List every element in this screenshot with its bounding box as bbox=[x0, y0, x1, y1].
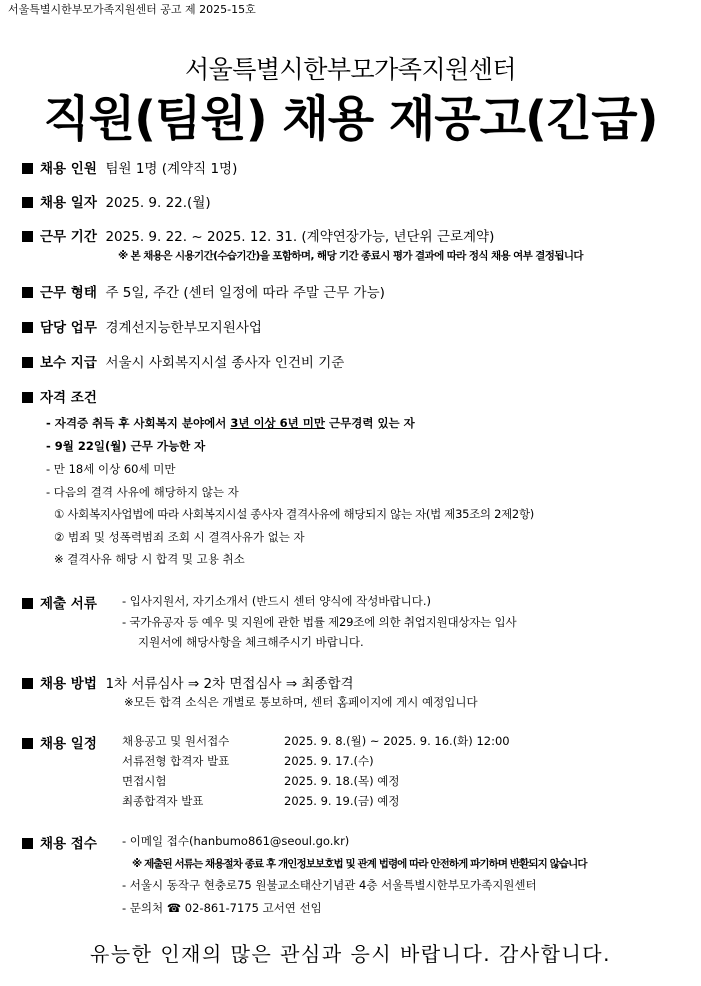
bullet-square-icon bbox=[22, 163, 33, 174]
section-label: 담당 업무 bbox=[40, 320, 97, 336]
section-salary bbox=[22, 351, 344, 371]
qualification-item: - 만 18세 이상 60세 미만 bbox=[46, 462, 176, 476]
section-label: 채용 인원 bbox=[40, 161, 97, 177]
work-period-note: ※ 본 채용은 시용기간(수습기간)을 포함하며, 해당 기간 종료시 평가 결과에 따라 정식 채용 여부 결정됩니다 bbox=[118, 250, 583, 262]
page-title: 직원(팀원) 채용 재공고(긴급) bbox=[43, 91, 658, 147]
apply-contact: - 문의처 ☎ 02-861-7175 고서연 선임 bbox=[122, 901, 322, 915]
schedule-row: 채용공고 및 원서접수 2025. 9. 8.(월) ~ 2025. 9. 16.(화) 12:00 bbox=[122, 734, 510, 748]
section-label: 채용 방법 bbox=[40, 676, 97, 692]
disqualification-item: ② 범죄 및 성폭력범죄 조회 시 결격사유가 없는 자 bbox=[54, 530, 305, 544]
section-label: 채용 접수 bbox=[40, 836, 97, 852]
section-value: 1차 서류심사 ⇒ 2차 면접심사 ⇒ 최종합격 bbox=[105, 676, 354, 692]
method-note: ※모든 합격 소식은 개별로 통보하며, 센터 홈페이지에 게시 예정입니다 bbox=[124, 695, 478, 709]
section-work-type bbox=[22, 281, 385, 301]
bullet-square-icon bbox=[22, 287, 33, 298]
bullet-square-icon bbox=[22, 197, 33, 208]
bullet-square-icon bbox=[22, 838, 33, 849]
schedule-row: 면접시험 2025. 9. 18.(목) 예정 bbox=[122, 774, 400, 788]
section-value: 경계선지능한부모지원사업 bbox=[105, 320, 262, 336]
apply-note: ※ 제출된 서류는 채용절차 종료 후 개인정보보호법 및 관계 법령에 따라 안전하게 파기하며 반환되지 않습니다 bbox=[132, 858, 587, 870]
section-work-period bbox=[22, 225, 494, 245]
section-value: 2025. 9. 22.(월) bbox=[105, 195, 211, 211]
section-documents bbox=[22, 592, 97, 612]
qualification-item: - 9월 22일(월) 근무 가능한 자 bbox=[46, 439, 206, 453]
section-label: 보수 지급 bbox=[40, 355, 97, 371]
phone-icon: ☎ bbox=[166, 901, 182, 915]
apply-email: - 이메일 접수(hanbumo861@seoul.go.kr) bbox=[122, 834, 350, 848]
notice-number: 서울특별시한부모가족지원센터 공고 제 2025-15호 bbox=[8, 3, 256, 16]
qualification-item: - 자격증 취득 후 사회복지 분야에서 3년 이상 6년 미만 근무경력 있는 자 bbox=[46, 416, 415, 430]
bullet-square-icon bbox=[22, 738, 33, 749]
section-schedule bbox=[22, 732, 97, 752]
schedule-row: 서류전형 합격자 발표 2025. 9. 17.(수) bbox=[122, 754, 374, 768]
qualification-item: - 다음의 결격 사유에 해당하지 않는 자 bbox=[46, 485, 239, 499]
bullet-square-icon bbox=[22, 678, 33, 689]
section-label: 근무 기간 bbox=[40, 229, 97, 245]
section-label: 채용 일자 bbox=[40, 195, 97, 211]
section-method bbox=[22, 672, 354, 692]
section-positions bbox=[22, 157, 237, 177]
document-item: - 국가유공자 등 예우 및 지원에 관한 법률 제29조에 의한 취업지원대상자는 입사 bbox=[122, 615, 517, 629]
document-item: - 입사지원서, 자기소개서 (반드시 센터 양식에 작성바랍니다.) bbox=[122, 594, 431, 608]
section-qualifications bbox=[22, 386, 97, 406]
document-item-continued: 지원서에 해당사항을 체크해주시기 바랍니다. bbox=[138, 635, 364, 649]
section-label: 자격 조건 bbox=[40, 390, 97, 406]
schedule-row: 최종합격자 발표 2025. 9. 19.(금) 예정 bbox=[122, 794, 400, 808]
section-value: 2025. 9. 22. ~ 2025. 12. 31. (계약연장가능, 년단위 근로계약) bbox=[105, 229, 495, 245]
section-hire-date bbox=[22, 191, 211, 211]
section-duty bbox=[22, 316, 262, 336]
disqualification-note: ※ 결격사유 해당 시 합격 및 고용 취소 bbox=[54, 552, 245, 566]
bullet-square-icon bbox=[22, 392, 33, 403]
section-value: 팀원 1명 (계약직 1명) bbox=[105, 161, 238, 177]
organization-name: 서울특별시한부모가족지원센터 bbox=[184, 55, 517, 84]
career-requirement: 3년 이상 6년 미만 bbox=[230, 416, 325, 430]
section-label: 채용 일정 bbox=[40, 736, 97, 752]
disqualification-item: ① 사회복지사업법에 따라 사회복지시설 종사자 결격사유에 해당되지 않는 자(법 제35조의 2제2항) bbox=[54, 507, 534, 521]
apply-address: - 서울시 동작구 현충로75 원불교소태산기념관 4층 서울특별시한부모가족지원센터 bbox=[122, 878, 537, 892]
bullet-square-icon bbox=[22, 322, 33, 333]
section-value: 서울시 사회복지시설 종사자 인건비 기준 bbox=[105, 355, 345, 371]
section-label: 근무 형태 bbox=[40, 285, 97, 301]
section-apply bbox=[22, 832, 97, 852]
closing-message: 유능한 인재의 많은 관심과 응시 바랍니다. 감사합니다. bbox=[90, 942, 611, 966]
bullet-square-icon bbox=[22, 231, 33, 242]
section-label: 제출 서류 bbox=[40, 596, 97, 612]
section-value: 주 5일, 주간 (센터 일정에 따라 주말 근무 가능) bbox=[105, 285, 385, 301]
bullet-square-icon bbox=[22, 357, 33, 368]
bullet-square-icon bbox=[22, 598, 33, 609]
